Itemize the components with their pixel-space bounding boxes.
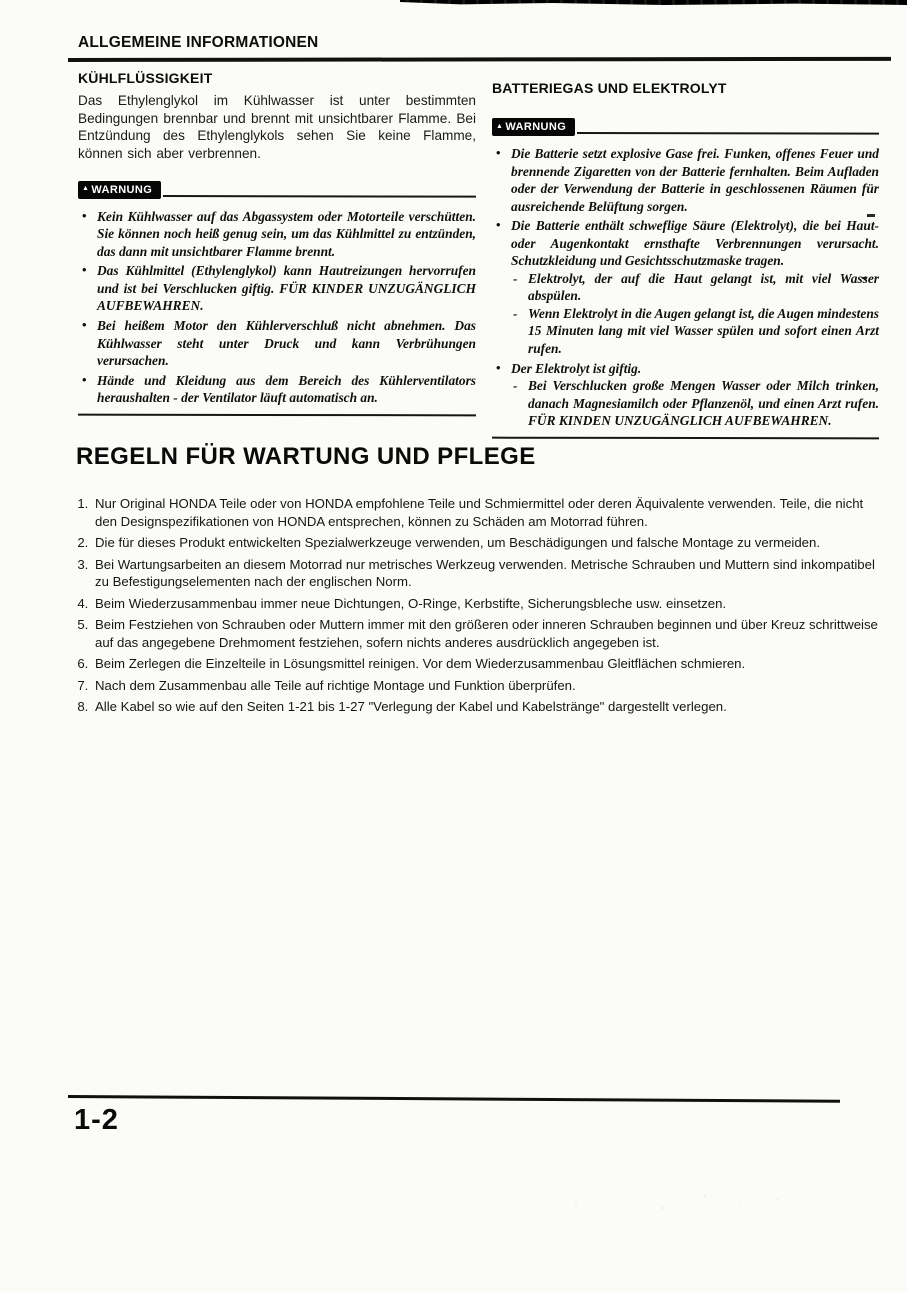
warning-header-rule (163, 195, 476, 198)
warning-badge-label: WARNUNG (91, 183, 153, 196)
rule-item: 2. Die für dieses Produkt entwickelten Spezialwerkzeuge verwenden, um Beschädigungen und falsche Montage zu vermeiden. (92, 534, 883, 552)
warning-item: • Hände und Kleidung aus dem Bereich des Kühlerventilators heraushalten - der Ventilator läuft automatisch an. (78, 372, 476, 407)
warning-badge (492, 118, 575, 136)
rule-item: 3. Bei Wartungsarbeiten an diesem Motorrad nur metrisches Werkzeug verwenden. Metrische Schrauben und Muttern sind inkompatibel zu Befestigungselementen nach der englischen Norm. (92, 556, 883, 591)
coolant-warning-list (78, 208, 476, 407)
rule-item: 5. Beim Festziehen von Schrauben oder Muttern immer mit den größeren oder inneren Schrauben beginnen und über Kreuz schrittweise auf das angegebene Drehmoment festziehen, sofern nichts anderes ausdrücklich angegeben ist. (92, 616, 883, 651)
battery-warning-list (492, 145, 879, 430)
warning-sub-list (511, 270, 879, 358)
warning-header-rule (577, 132, 879, 135)
rule-item: 6. Beim Zerlegen die Einzelteile in Lösungsmittel reinigen. Vor dem Wiederzusammenbau Gleitflächen schmieren. (92, 655, 883, 673)
warning-triangle-icon: ▲ (496, 122, 504, 130)
warning-subitem: - Wenn Elektrolyt in die Augen gelangt ist, die Augen mindestens 15 Minuten lang mit viel Wasser spülen und sofort einen Arzt rufen. (511, 305, 879, 358)
warning-item: • Kein Kühlwasser auf das Abgassystem oder Motorteile verschütten. Sie können noch heiß genug sein, um das Kühlmittel zu entzünden, das dann mit unsichtbarer Flamme brennt. (78, 208, 476, 261)
page-number: 1-2 (74, 1104, 119, 1136)
warning-box-bottom-rule (78, 413, 476, 416)
battery-section-title: BATTERIEGAS UND ELEKTROLYT (492, 80, 727, 96)
page-header (78, 34, 887, 52)
battery-section (492, 70, 879, 439)
header-rule (68, 57, 891, 62)
warning-subitem: - Elektrolyt, der auf die Haut gelangt ist, mit viel Wasser abspülen. (511, 270, 879, 305)
rule-item: 7. Nach dem Zusammenbau alle Teile auf richtige Montage und Funktion überprüfen. (92, 677, 883, 695)
warning-header (78, 181, 476, 199)
warning-sub-list (511, 377, 879, 430)
scan-noise-speckle (540, 1180, 840, 1220)
maintenance-rules-section (70, 443, 883, 720)
coolant-section-title: KÜHLFLÜSSIGKEIT (78, 70, 213, 86)
warning-badge (78, 181, 161, 199)
rule-item: 4. Beim Wiederzusammenbau immer neue Dichtungen, O-Ringe, Kerbstifte, Sicherungsbleche usw. einsetzen. (92, 595, 883, 613)
maintenance-rules-title: REGELN FÜR WARTUNG UND PFLEGE (76, 443, 536, 470)
warning-subitem: - Bei Verschlucken große Mengen Wasser oder Milch trinken, danach Magnesiamilch oder Pflanzenöl, und einen Arzt rufen. FÜR KINDEN UNZUGÄNGLICH AUFBEWAHREN. (511, 377, 879, 430)
footer-rule (68, 1095, 840, 1103)
warning-item: • Bei heißem Motor den Kühlerverschluß nicht abnehmen. Das Kühlwasser steht unter Druck und kann Verbrühungen verursachen. (78, 317, 476, 370)
warning-triangle-icon: ▲ (82, 185, 90, 193)
warning-item (492, 217, 879, 357)
page-title: ALLGEMEINE INFORMATIONEN (78, 34, 319, 51)
warning-item-text: Die Batterie setzt explosive Gase frei. Funken, offenes Feuer und brennende Zigaretten von der Batterie fernhalten. Beim Aufladen oder der Verwendung der Batterie in geschlossenen Räumen für ausreichende Belüftung sorgen. (511, 146, 879, 214)
warning-box-bottom-rule (492, 436, 879, 439)
coolant-section (78, 70, 476, 439)
coolant-intro-paragraph: Das Ethylenglykol im Kühlwasser ist unter bestimmten Bedingungen brennbar und brennt mit unsichtbarer Flamme. Bei Entzündung des Ethylenglykols sehen Sie keine Flamme, können sich aber verbrennen. (78, 93, 476, 162)
maintenance-rules-list (70, 495, 883, 716)
warning-item: • Das Kühlmittel (Ethylenglykol) kann Hautreizungen hervorrufen und ist bei Verschlucken giftig. FÜR KINDER UNZUGÄNGLICH AUFBEWAHREN. (78, 262, 476, 315)
two-column-area (78, 70, 879, 439)
warning-item (492, 360, 879, 430)
warning-item-text: Der Elektrolyt ist giftig. (511, 360, 642, 376)
warning-item-text: Die Batterie enthält schweflige Säure (Elektrolyt), die bei Haut- oder Augenkontakt ernsthafte Verbrennungen verursacht. Schutzkleidung und Gesichtsschutzmaske tragen. (511, 218, 879, 269)
scan-artifact-top-bar (400, 0, 907, 5)
warning-badge-label: WARNUNG (505, 121, 567, 133)
rule-item: 1. Nur Original HONDA Teile oder von HONDA empfohlene Teile und Schmiermittel oder deren Äquivalente verwenden. Teile, die nicht den Designspezifikationen von HONDA entsprechen, können zu Schäden am Motorrad führen. (92, 495, 883, 530)
rule-item: 8. Alle Kabel so wie auf den Seiten 1-21 bis 1-27 "Verlegung der Kabel und Kabelstränge" dargestellt verlegen. (92, 698, 883, 716)
warning-item (492, 145, 879, 215)
warning-header (492, 118, 879, 136)
